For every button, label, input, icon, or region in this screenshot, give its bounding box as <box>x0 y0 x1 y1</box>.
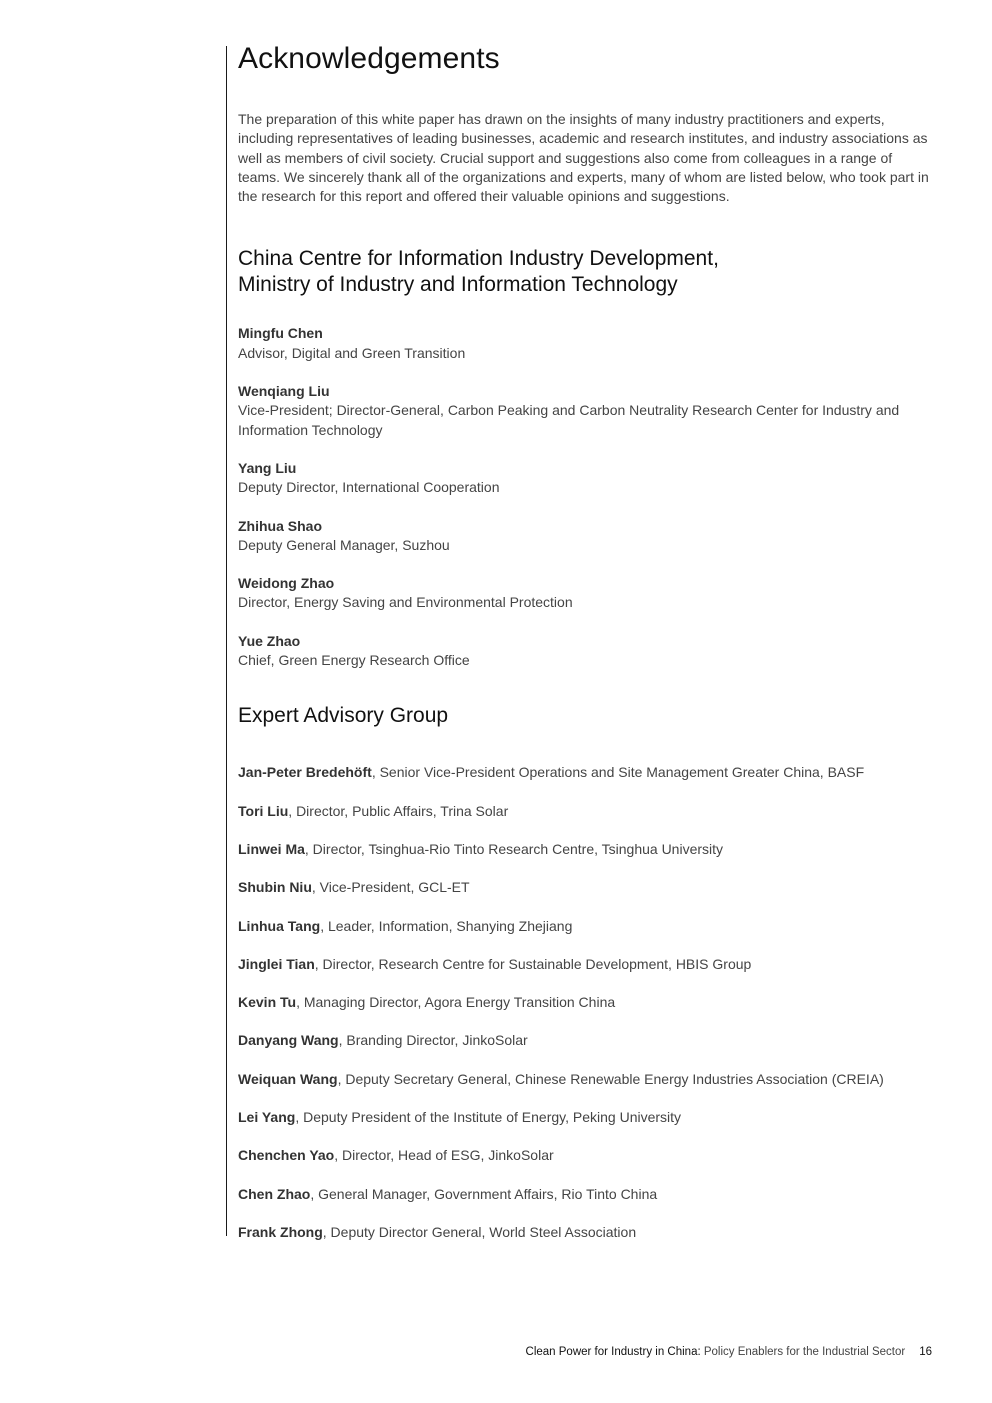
page-number: 16 <box>919 1346 932 1358</box>
list-item <box>238 574 938 613</box>
list-item <box>238 763 938 782</box>
expert-name: Chen Zhao <box>238 1185 311 1202</box>
expert-role: , Branding Director, JinkoSolar <box>338 1032 528 1049</box>
page-title: Acknowledgements <box>238 42 500 75</box>
list-item <box>238 459 938 498</box>
expert-name: Kevin Tu <box>238 994 297 1011</box>
person-role: Deputy General Manager, Suzhou <box>238 536 450 553</box>
person-name: Weidong Zhao <box>238 575 335 592</box>
expert-section-heading: Expert Advisory Group <box>238 704 449 728</box>
expert-role: , General Manager, Government Affairs, Rio Tinto China <box>310 1185 658 1202</box>
expert-role: , Managing Director, Agora Energy Transition China <box>296 994 616 1011</box>
person-role: Director, Energy Saving and Environmental Protection <box>238 594 573 611</box>
list-item <box>238 993 938 1012</box>
list-item <box>238 324 938 363</box>
person-role: Chief, Green Energy Research Office <box>238 652 470 669</box>
list-item <box>238 878 938 897</box>
expert-name: Chenchen Yao <box>238 1147 335 1164</box>
person-role: Vice-President; Director-General, Carbon Peaking and Carbon Neutrality Research Center for Industry and Information Technology <box>238 402 900 438</box>
expert-name: Jan-Peter Bredehöft <box>238 764 372 781</box>
list-item <box>238 1031 938 1050</box>
expert-name: Tori Liu <box>238 802 289 819</box>
list-item <box>238 917 938 936</box>
expert-role: , Senior Vice-President Operations and Site Management Greater China, BASF <box>371 764 865 781</box>
person-role: Deputy Director, International Cooperation <box>238 479 500 496</box>
footer-report-subtitle: Policy Enablers for the Industrial Sector <box>700 1346 906 1358</box>
list-item <box>238 517 938 556</box>
list-item <box>238 802 938 821</box>
person-name: Yang Liu <box>238 459 297 476</box>
expert-members-list <box>238 763 938 1242</box>
ccid-people-list <box>238 324 938 670</box>
left-vertical-rule <box>226 46 227 1236</box>
list-item <box>238 1223 938 1242</box>
expert-role: , Deputy President of the Institute of Energy, Peking University <box>295 1109 682 1126</box>
ccid-heading-line2: Ministry of Industry and Information Technology <box>238 273 678 297</box>
expert-name: Lei Yang <box>238 1109 296 1126</box>
expert-role: , Deputy Secretary General, Chinese Renewable Energy Industries Association (CREIA) <box>337 1070 884 1087</box>
expert-name: Linwei Ma <box>238 840 305 857</box>
expert-role: , Director, Research Centre for Sustainable Development, HBIS Group <box>314 955 752 972</box>
acknowledgements-content <box>238 40 938 1261</box>
person-role: Advisor, Digital and Green Transition <box>238 344 466 361</box>
expert-name: Linhua Tang <box>238 917 321 934</box>
person-name: Mingfu Chen <box>238 325 323 342</box>
page-footer <box>526 1346 932 1358</box>
ccid-heading-line1: China Centre for Information Industry Development, <box>238 247 719 271</box>
expert-role: , Vice-President, GCL-ET <box>311 879 470 896</box>
expert-name: Shubin Niu <box>238 879 312 896</box>
list-item <box>238 382 938 440</box>
list-item <box>238 840 938 859</box>
list-item <box>238 1185 938 1204</box>
list-item <box>238 1146 938 1165</box>
list-item <box>238 955 938 974</box>
expert-role: , Director, Tsinghua-Rio Tinto Research Centre, Tsinghua University <box>304 840 724 857</box>
expert-role: , Leader, Information, Shanying Zhejiang <box>320 917 573 934</box>
person-name: Wenqiang Liu <box>238 383 330 400</box>
intro-paragraph: The preparation of this white paper has drawn on the insights of many industry practitioners and experts, including representatives of leading businesses, academic and research institutes, and industry associations as well as members of civil society. Crucial support and suggestions also come from colleagues in a range of teams. We sincerely thank all of the organizations and experts, many of whom are listed below, who took part in the research for this report and offered their valuable opinions and suggestions. <box>238 111 929 205</box>
expert-name: Frank Zhong <box>238 1223 323 1240</box>
ccid-section-heading <box>238 246 938 298</box>
expert-name: Danyang Wang <box>238 1032 339 1049</box>
expert-name: Jinglei Tian <box>238 955 315 972</box>
person-name: Yue Zhao <box>238 632 301 649</box>
footer-report-title: Clean Power for Industry in China: <box>525 1346 701 1358</box>
expert-role: , Director, Public Affairs, Trina Solar <box>288 802 509 819</box>
list-item <box>238 1108 938 1127</box>
list-item <box>238 632 938 671</box>
expert-role: , Deputy Director General, World Steel Association <box>322 1223 637 1240</box>
list-item <box>238 1070 938 1089</box>
expert-name: Weiquan Wang <box>238 1070 338 1087</box>
person-name: Zhihua Shao <box>238 517 322 534</box>
expert-role: , Director, Head of ESG, JinkoSolar <box>334 1147 554 1164</box>
